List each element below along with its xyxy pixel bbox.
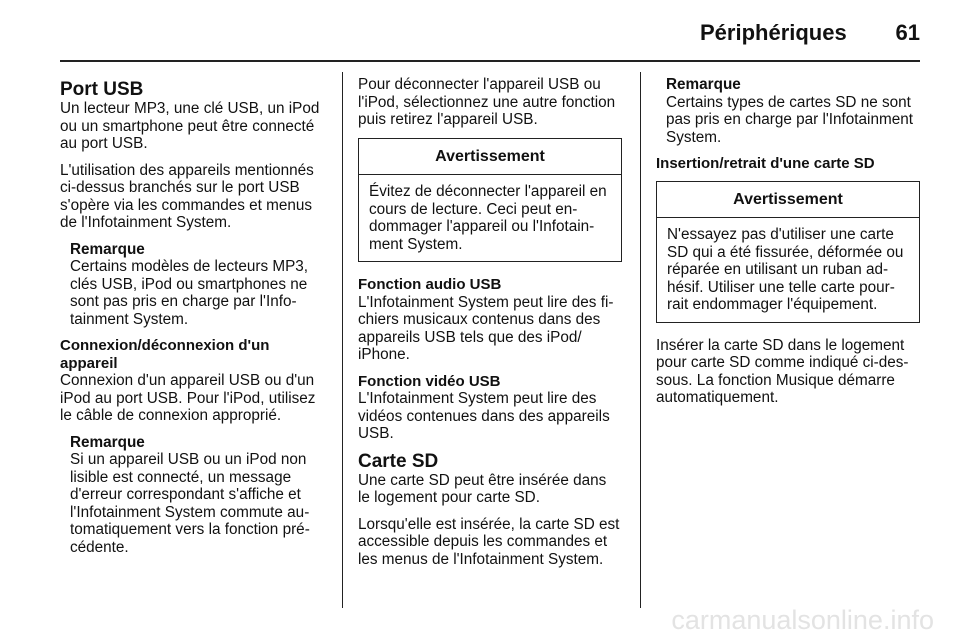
paragraph: Connexion d'un appareil USB ou d'un iPod au port USB. Pour l'iPod, utilisez le câble de connexion approprié. <box>60 372 316 424</box>
paragraph: L'Infotainment System peut lire des fichiers musicaux contenus dans des appareils USB tels que des iPod/ iPhone. <box>358 293 614 363</box>
paragraph: L'Infotainment System peut lire des vidéos contenues dans des appareils USB. <box>358 390 610 442</box>
warning-text: Évitez de déconnecter l'appareil en cours de lecture. Ceci peut endommager l'appareil ou l'Infotainment System. <box>369 183 607 253</box>
paragraph: Une carte SD peut être insérée dans le logement pour carte SD. <box>358 471 607 506</box>
header-rule <box>60 60 920 62</box>
note-box <box>60 241 324 329</box>
page-title: Périphériques <box>700 20 847 45</box>
paragraph: Pour déconnecter l'appareil USB ou l'iPod, sélectionnez une autre fonction puis retirez l'appareil USB. <box>358 76 616 128</box>
paragraph: Insérer la carte SD dans le logement pour carte SD comme indiqué ci-dessous. La fonction Musique démarre automatiquement. <box>656 336 909 406</box>
note-title: Remarque <box>70 240 145 258</box>
subheading-usb-video: Fonction vidéo USB <box>358 372 501 390</box>
note-text: Si un appareil USB ou un iPod non lisible est connecté, un message d'erreur correspondant s'affiche et l'Infotainment System commute automatiquement vers la fonction précédente. <box>70 451 310 556</box>
paragraph: Lorsqu'elle est insérée, la carte SD est accessible depuis les commandes et les menus de l'Infotainment System. <box>358 515 620 568</box>
note-title: Remarque <box>666 76 741 93</box>
warning-title: Avertissement <box>657 182 919 219</box>
subheading-sd-insert: Insertion/retrait d'une carte SD <box>656 155 875 172</box>
page-header <box>0 0 960 60</box>
subheading-connection: Connexion/déconnexion d'un appareil <box>60 337 270 372</box>
warning-text: N'essayez pas d'utiliser une carte SD qui a été fissurée, déformée ou réparée en utilisant un ruban adhésif. Utiliser une telle carte pourrait endommager l'équipement. <box>667 226 904 313</box>
paragraph: Un lecteur MP3, une clé USB, un iPod ou un smartphone peut être connecté au port USB. <box>60 100 320 152</box>
column-divider <box>640 72 641 608</box>
watermark: carmanualsonline.info <box>671 605 934 635</box>
note-text: Certains modèles de lecteurs MP3, clés USB, iPod ou smartphones ne sont pas pris en charge par l'Infotainment System. <box>70 258 309 328</box>
warning-title: Avertissement <box>359 139 621 176</box>
note-text: Certains types de cartes SD ne sont pas pris en charge par l'Infotainment System. <box>666 93 913 146</box>
column-divider <box>342 72 343 608</box>
subheading-usb-audio: Fonction audio USB <box>358 276 502 293</box>
warning-box <box>358 138 622 263</box>
paragraph: L'utilisation des appareils mentionnés ci-dessus branchés sur le port USB s'opère via les commandes et menus de l'Infotainment System. <box>60 161 314 231</box>
warning-box <box>656 181 920 323</box>
note-title: Remarque <box>70 433 145 451</box>
page-number: 61 <box>895 20 920 45</box>
column-2 <box>358 76 622 577</box>
note-box <box>60 434 324 557</box>
section-heading-sd: Carte SD <box>358 450 439 472</box>
column-3 <box>656 76 920 416</box>
column-1 <box>60 76 324 565</box>
note-box <box>656 76 920 146</box>
section-heading-usb: Port USB <box>60 79 144 100</box>
